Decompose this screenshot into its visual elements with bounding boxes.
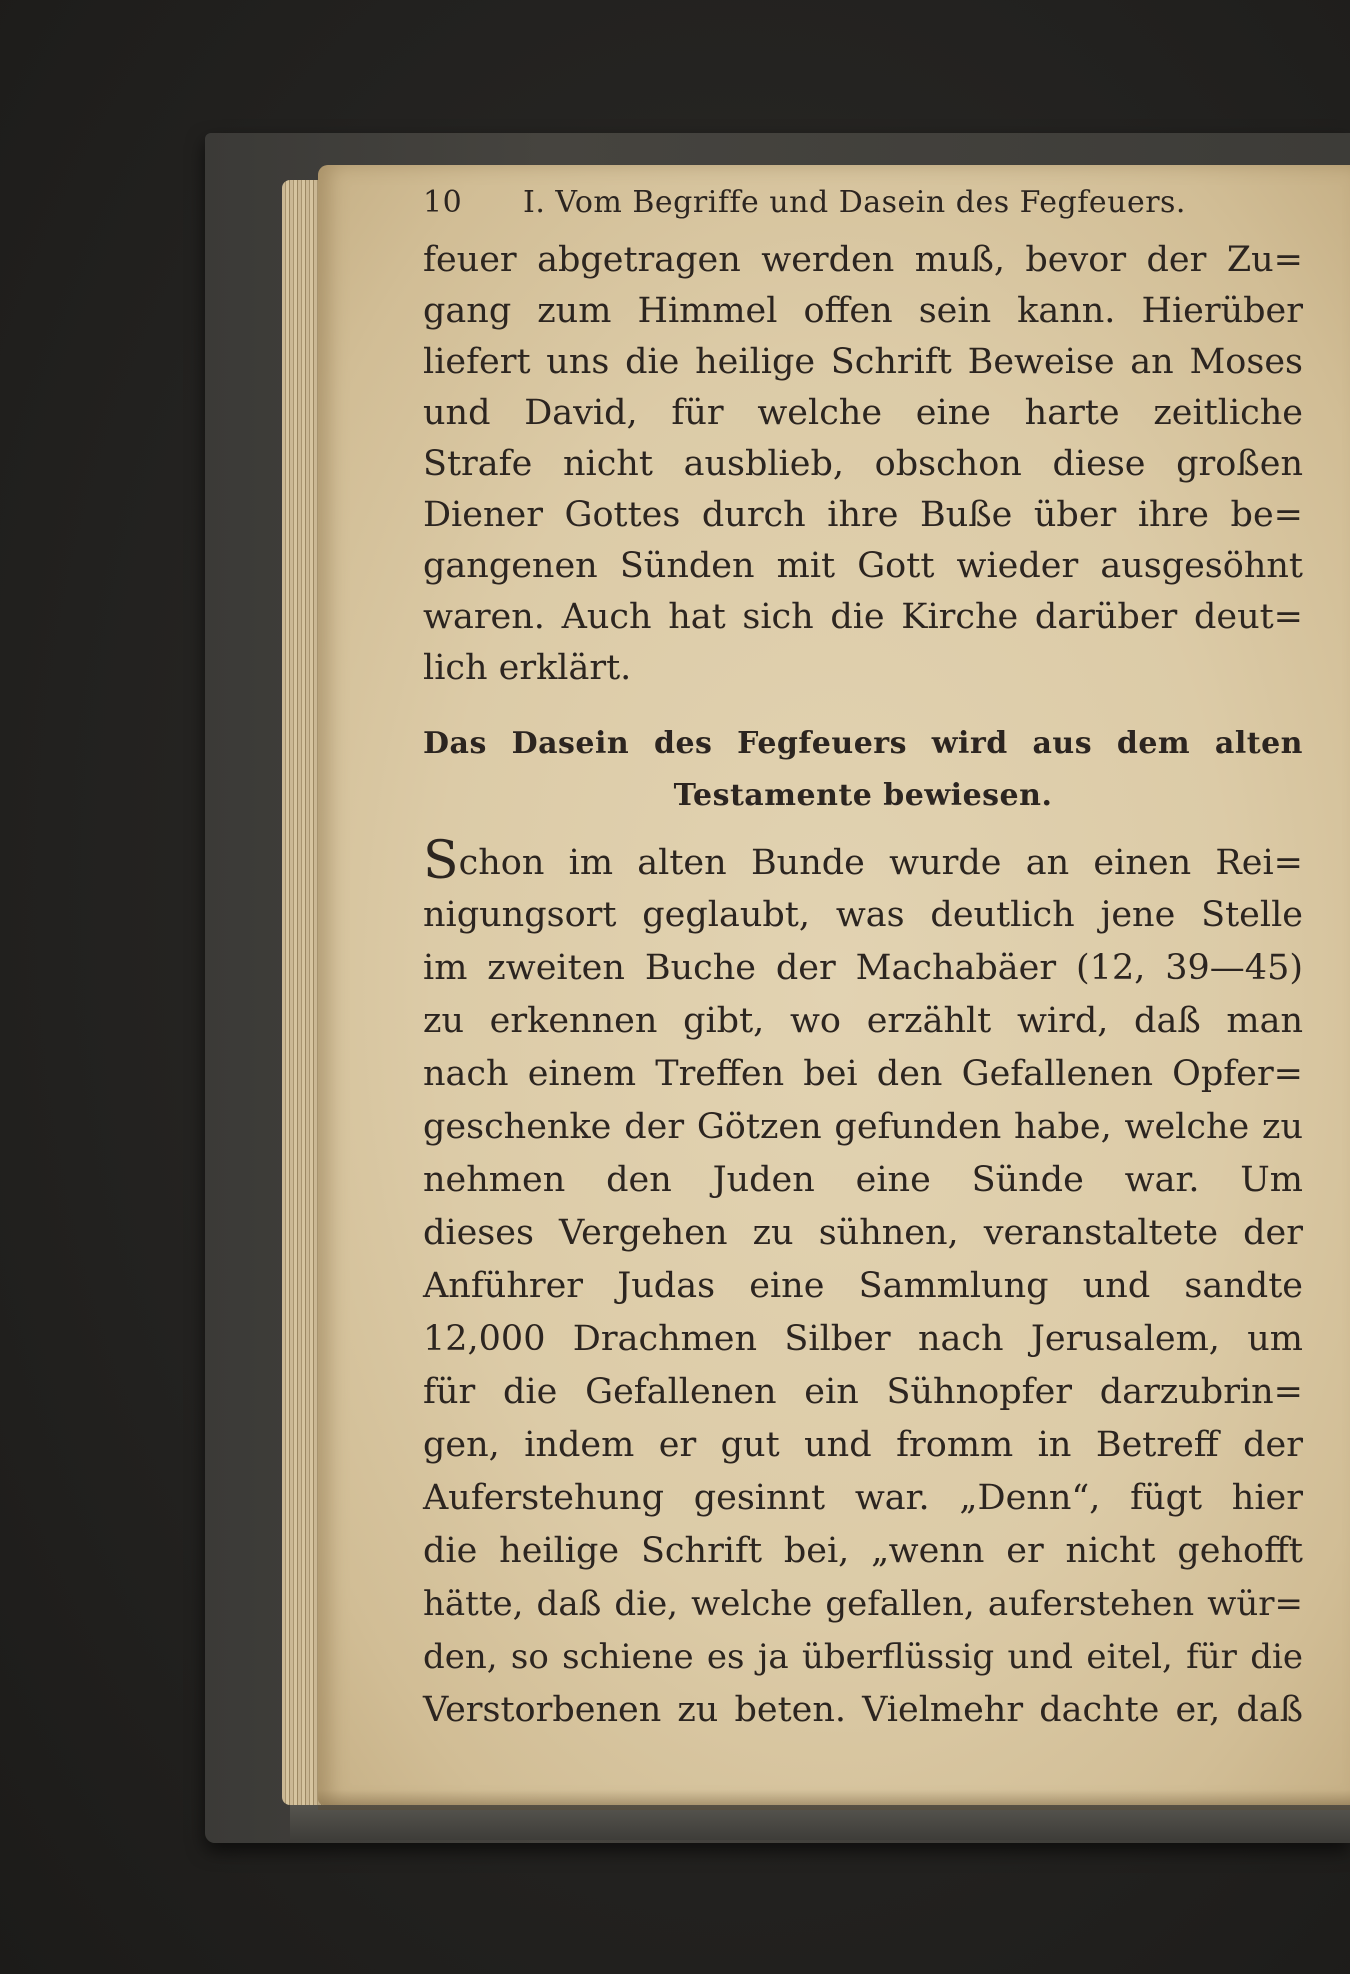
text-line: nigungsort geglaubt, was deutlich jene Stelle [423, 895, 1303, 935]
text-line: lich erklärt. [423, 648, 632, 688]
text-line: feuer abgetragen werden muß, bevor der Zu= [423, 240, 1303, 280]
text-line-rest: chon im alten Bunde wurde an einen Rei= [458, 843, 1303, 883]
text-line: für die Gefallenen ein Sühnopfer darzubrin= [423, 1372, 1303, 1412]
text-line: und David, für welche eine harte zeitliche [423, 393, 1303, 433]
text-line: waren. Auch hat sich die Kirche darüber deut= [423, 597, 1303, 637]
text-line: gang zum Himmel offen sein kann. Hierüber [423, 291, 1303, 331]
paragraph-2 [423, 831, 1303, 1737]
text-line: den, so schiene es ja überflüssig und eitel, für die [423, 1637, 1303, 1677]
text-line: dieses Vergehen zu sühnen, veranstaltete der [423, 1213, 1303, 1253]
text-line: gen, indem er gut und fromm in Betreff der [423, 1425, 1303, 1465]
text-line: zu erkennen gibt, wo erzählt wird, daß man [423, 1001, 1303, 1041]
text-line: Anführer Judas eine Sammlung und sandte [423, 1266, 1303, 1306]
text-line: im zweiten Buche der Machabäer (12, 39—45) [423, 948, 1303, 988]
text-line: hätte, daß die, welche gefallen, auferstehen wür= [423, 1584, 1303, 1624]
paragraph-1 [423, 235, 1303, 694]
running-title: I. Vom Begriffe und Dasein des Fegfeuers. [523, 185, 1186, 220]
heading-line: Das Dasein des Fegfeuers wird aus dem alten [423, 726, 1303, 761]
text-line: liefert uns die heilige Schrift Beweise an Moses [423, 342, 1303, 382]
text-line: geschenke der Götzen gefunden habe, welche zu [423, 1107, 1303, 1147]
text-line: Strafe nicht ausblieb, obschon diese großen [423, 444, 1303, 484]
page-text [423, 185, 1303, 1737]
heading-line: Testamente bewiesen. [673, 778, 1053, 813]
page-bottom-shadow [318, 1790, 1350, 1810]
text-line: Diener Gottes durch ihre Buße über ihre be= [423, 495, 1303, 535]
text-line: die heilige Schrift bei, „wenn er nicht gehofft [423, 1531, 1303, 1571]
text-line-first [423, 831, 1303, 891]
page-number: 10 [423, 185, 463, 220]
book-page [318, 165, 1350, 1805]
text-line: Auferstehung gesinnt war. „Denn“, fügt hier [423, 1478, 1303, 1518]
text-line: nehmen den Juden eine Sünde war. Um [423, 1160, 1303, 1200]
section-heading [423, 718, 1303, 822]
drop-initial: S [423, 831, 459, 891]
text-line: gangenen Sünden mit Gott wieder ausgesöhnt [423, 546, 1303, 586]
text-line: Verstorbenen zu beten. Vielmehr dachte er, daß [423, 1690, 1303, 1730]
text-line: nach einem Treffen bei den Gefallenen Opfer= [423, 1054, 1303, 1094]
text-line: 12,000 Drachmen Silber nach Jerusalem, um [423, 1319, 1303, 1359]
running-head [423, 185, 1303, 235]
